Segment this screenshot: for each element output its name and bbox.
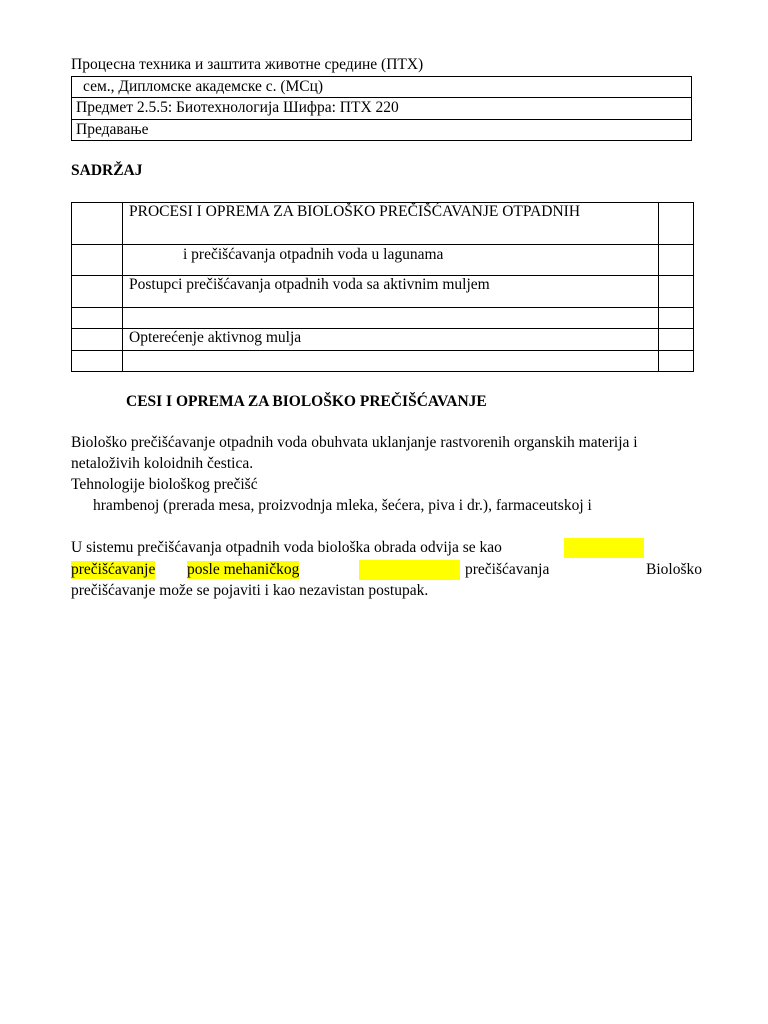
paragraph-line: prečišćavanje može se pojaviti i kao nezavistan postupak. bbox=[71, 582, 429, 599]
toc-page-cell bbox=[659, 351, 694, 372]
paragraph-line: Biološko prečišćavanje otpadnih voda obuhvata uklanjanje rastvorenih organskih materija i bbox=[71, 434, 638, 451]
table-row bbox=[72, 203, 694, 245]
table-row bbox=[72, 329, 694, 351]
highlighted-word: posle mehaničkog bbox=[187, 561, 300, 578]
toc-page-cell bbox=[659, 276, 694, 308]
paragraph-word: Biološko bbox=[646, 561, 702, 578]
table-row bbox=[72, 245, 694, 276]
table-row bbox=[72, 351, 694, 372]
table-row bbox=[72, 308, 694, 329]
course-info-row bbox=[72, 120, 691, 140]
toc-page-cell bbox=[659, 308, 694, 329]
toc-number-cell bbox=[72, 276, 123, 308]
table-row bbox=[72, 276, 694, 308]
toc-page-cell bbox=[659, 245, 694, 276]
toc-entry[interactable]: Opterećenje aktivnog mulja bbox=[123, 329, 659, 351]
lecture-label: Предавање bbox=[76, 121, 149, 138]
toc-entry[interactable]: i prečišćavanja otpadnih voda u lagunama bbox=[123, 245, 659, 276]
toc-page-cell bbox=[659, 329, 694, 351]
document-title: Процесна техника и заштита животне средине (ПТХ) bbox=[71, 56, 424, 73]
toc-number-cell bbox=[72, 308, 123, 329]
paragraph-line: hrambenoj (prerada mesa, proizvodnja mleka, šećera, piva i dr.), farmaceutskoj i bbox=[93, 497, 592, 514]
semester-label: сем., Дипломске академске с. (МСц) bbox=[83, 78, 324, 95]
highlight-mark bbox=[359, 560, 460, 580]
course-info-row bbox=[72, 98, 691, 120]
toc-entry[interactable]: PROCESI I OPREMA ZA BIOLOŠKO PREČIŠĆAVANJE OTPADNIH bbox=[123, 203, 659, 245]
paragraph-line: Tehnologije biološkog prečišć bbox=[71, 476, 258, 493]
paragraph-line: netaloživih koloidnih čestica. bbox=[71, 455, 254, 472]
toc-entry bbox=[123, 351, 659, 372]
highlight-mark bbox=[564, 538, 644, 558]
course-info-row bbox=[72, 77, 691, 98]
contents-heading: SADRŽAJ bbox=[71, 162, 143, 179]
toc-number-cell bbox=[72, 329, 123, 351]
highlighted-word: prečišćavanje bbox=[71, 561, 156, 578]
toc-number-cell bbox=[72, 245, 123, 276]
toc-page-cell bbox=[659, 203, 694, 245]
toc-entry bbox=[123, 308, 659, 329]
subject-label: Предмет 2.5.5: Биотехнологија Шифра: ПТХ 220 bbox=[76, 99, 399, 116]
contents-table bbox=[71, 202, 694, 372]
toc-number-cell bbox=[72, 351, 123, 372]
paragraph-line: U sistemu prečišćavanja otpadnih voda biološka obrada odvija se kao bbox=[71, 539, 502, 556]
course-info-box bbox=[71, 76, 692, 141]
toc-entry[interactable]: Postupci prečišćavanja otpadnih voda sa aktivnim muljem bbox=[123, 276, 659, 308]
section-heading: CESI I OPREMA ZA BIOLOŠKO PREČIŠĆAVANJE bbox=[126, 393, 487, 410]
paragraph-word: prečišćavanja bbox=[465, 561, 550, 578]
toc-number-cell bbox=[72, 203, 123, 245]
